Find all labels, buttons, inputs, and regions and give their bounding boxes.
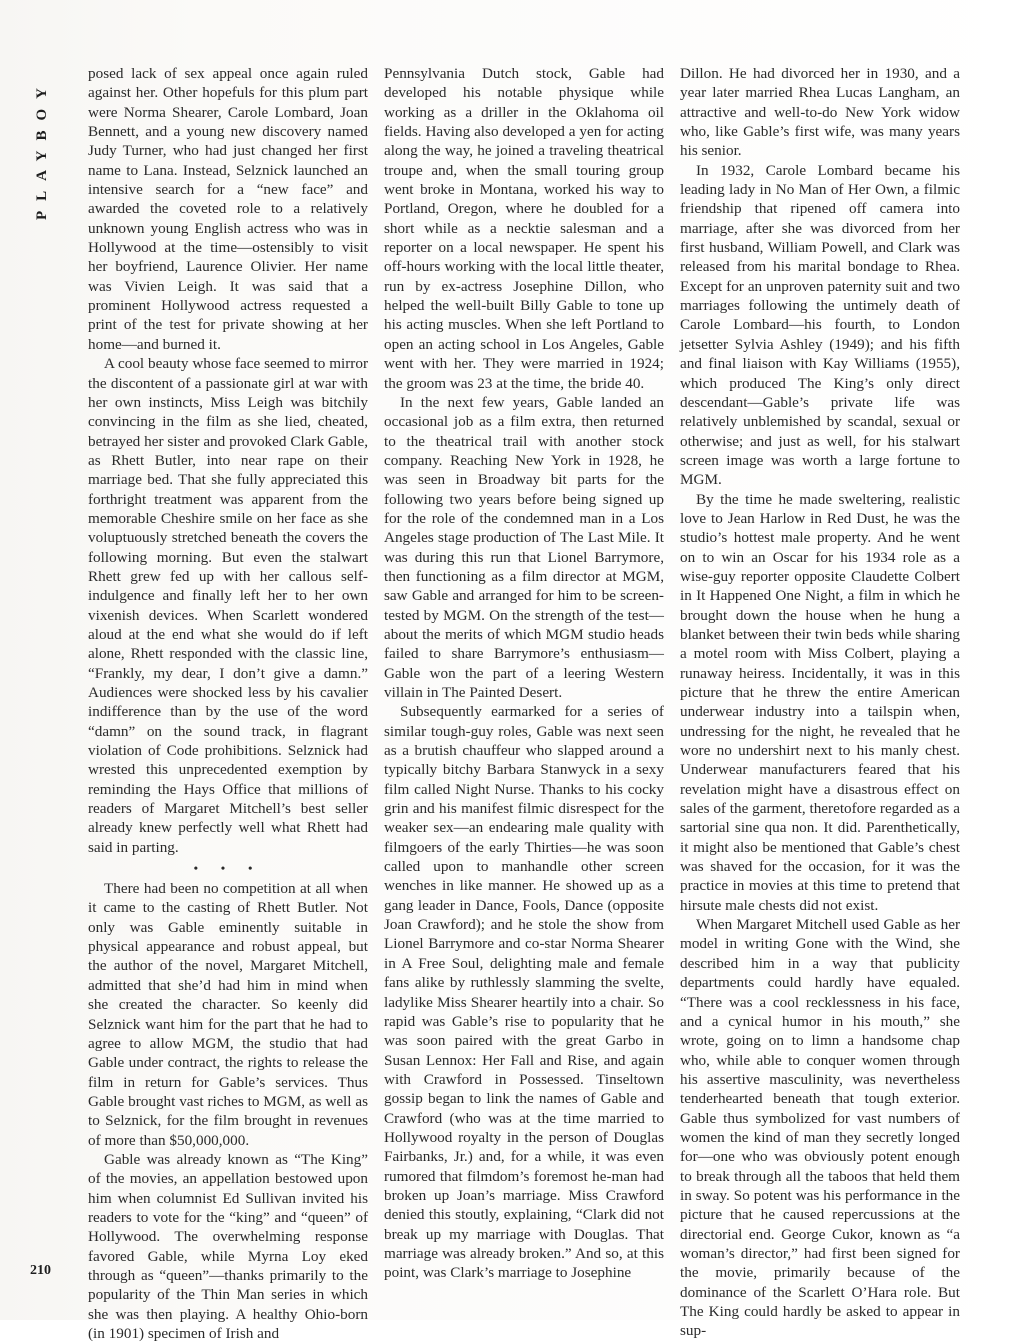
page-number: 210: [30, 1263, 51, 1278]
paragraph: There had been no competition at all when it came to the casting of Rhett Butler. Not only was Gable eminently suitable in physical appearance and robust appeal, but the author of the novel, Margaret Mitchell, admitted that she’d had him in mind when she created the character. So keenly did Selznick want him for the part that he had to agree to allow MGM, the studio that had Gable under contract, the rights to release the film in return for Gable’s services. Thus Gable brought vast riches to MGM, as well as to Selznick, for the film brought in revenues of more than $50,000,000.: [88, 880, 368, 1149]
text-column-2: [384, 64, 664, 1283]
paragraph: Dillon. He had divorced her in 1930, and a year later married Rhea Lucas Langham, an attractive and well-to-do New York widow who, like Gable’s first wife, was many years his senior.: [680, 65, 960, 160]
paragraph: Gable was already known as “The King” of the movies, an appellation bestowed upon him when columnist Ed Sullivan invited his readers to vote for the “king” and “queen” of Hollywood. The overwhelming response favored Gable, while Myrna Loy eked through as “queen”—thanks primarily to the popularity of the Thin Man series in which she was then playing. A healthy Ohio-born (in 1901) specimen of Irish and: [88, 1150, 368, 1342]
masthead-title: PLAYBOY: [34, 78, 50, 220]
paragraph: A cool beauty whose face seemed to mirror the discontent of a passionate girl at war with her own instincts, Miss Leigh was bitchily convincing in the film as she lied, cheated, betrayed her sister and provoked Clark Gable, as Rhett Butler, into near rape on their marriage bed. That she fully appreciated this forthright treatment was apparent from the memorable Cheshire smile on her face as she voluptuously stretched beneath the covers the following morning. But even the stalwart Rhett grew fed up with her callous self-indulgence and finally left her to her own vixenish devices. When Scarlett wondered aloud at the end what she would do if left alone, Rhett responded with the classic line, “Frankly, my dear, I don’t give a damn.” Audiences were shocked less by his cavalier indifference than by the use of the word “damn” on the sound track, in flagrant violation of Code prohibitions. Selznick had wrested this unprecedented exemption by reminding the Hays Office that millions of readers of Margaret Mitchell’s best seller already knew perfectly well what Rhett had said in parting.: [88, 355, 368, 856]
paragraph: In 1932, Carole Lombard became his leading lady in No Man of Her Own, a filmic friendship that ripened off camera into marriage, after she was divorced from her first husband, William Powell, and Clark was released from his marital bondage to Rhea. Except for an unproven paternity suit and two marriages following the untimely death of Carole Lombard—his fourth, to London jetsetter Sylvia Ashley (1949); and his fifth and final liaison with Kay Williams (1955), which produced The King’s only direct descendant—Gable’s private life was relatively unblemished by scandal, sexual or otherwise; and just as well, for his stalwart screen image was worth a large fortune to MGM.: [680, 161, 960, 489]
paragraph: Pennsylvania Dutch stock, Gable had developed his notable physique while working as a driller in the Oklahoma oil fields. Having also developed a yen for acting along the way, he joined a traveling theatrical troupe and, when the small touring group went broke in Montana, worked his way to Portland, Oregon, where he doubled for a short while as a necktie salesman and a reporter on a local newspaper. He spent his off-hours working with the local little theater, run by ex-actress Josephine Dillon, who helped the well-built Billy Gable to tone up his acting muscles. When she left Portland to open an acting school in Los Angeles, Gable went with her. They were married in 1924; the groom was 23 at the time, the bride 40.: [384, 65, 664, 392]
text-column-3: [680, 64, 960, 1341]
text-column-1: [88, 64, 368, 1343]
section-separator: • • •: [193, 861, 263, 876]
masthead: [28, 70, 68, 230]
paragraph: In the next few years, Gable landed an occasional job as a film extra, then returned to the theatrical trail with another stock company. Reaching New York in 1928, he was seen in Broadway bit parts for the following two years before being signed up for the role of the condemned man in a Los Angeles stage production of The Last Mile. It was during this run that Lionel Barrymore, then functioning as a film director at MGM, saw Gable and arranged for him to be screen-tested by MGM. On the strength of the test—about the merits of which MGM studio heads failed to share Barrymore’s enthusiasm—Gable won the part of a leering Western villain in The Painted Desert.: [384, 393, 664, 701]
paragraph: When Margaret Mitchell used Gable as her model in writing Gone with the Wind, she described him in a way that publicity departments could hardly have equaled. “There was a cool recklessness in his face, and a cynical humor in his mouth,” she wrote, going on to limn a handsome chap who, while able to conquer women through his assertive masculinity, was nevertheless tenderhearted beneath that tough exterior. Gable thus symbolized for vast numbers of women the kind of man they secretly longed for—one who was obviously potent enough to break through all the taboos that held them in sway. So potent was his performance in the picture that he caused repercussions at the directorial end. George Cukor, known as “a woman’s director,” had first been signed for the movie, primarily because of the dominance of the Scarlett O’Hara role. But The King could hardly be asked to appear in sup-: [680, 916, 960, 1340]
paragraph: posed lack of sex appeal once again ruled against her. Other hopefuls for this plum part were Norma Shearer, Carole Lombard, Joan Bennett, and a young new discovery named Judy Turner, who had just changed her first name to Lana. Instead, Selznick launched an intensive search for a “new face” and awarded the coveted role to a relatively unknown young English actress who was in Hollywood at the time—ostensibly to visit her boyfriend, Laurence Olivier. Her name was Vivien Leigh. It was said that a prominent Hollywood actress requested a print of the test for private showing at her home—and burned it.: [88, 65, 368, 353]
paragraph: Subsequently earmarked for a series of similar tough-guy roles, Gable was next seen as a brutish chauffeur who slapped around a typically bitchy Barbara Stanwyck in a sexy film called Night Nurse. Thanks to his cocky grin and his manifest filmic disrespect for the weaker sex—an endearing male quality with filmgoers of the early Thirties—he was soon called upon to manhandle other screen wenches in like manner. He showed up as a gang leader in Dance, Fools, Dance (opposite Joan Crawford); and he stole the show from Lionel Barrymore and co-star Norma Shearer in A Free Soul, delighting male and female fans alike by ruthlessly slamming the svelte, ladylike Miss Shearer heartily into a chair. So rapid was Gable’s rise to popularity that he was soon paired with the great Garbo in Susan Lennox: Her Fall and Rise, and again with Crawford in Possessed. Tinseltown gossip began to link the names of Gable and Crawford (who was at the time married to Hollywood royalty in the person of Douglas Fairbanks, Jr.) and, for a while, it was even rumored that filmdom’s foremost he-man had broken up Joan’s marriage. Miss Crawford denied this stoutly, explaining, “Clark did not break up my marriage with Douglas. That marriage was already broken.” And so, at this point, was Clark’s marriage to Josephine: [384, 703, 664, 1282]
paragraph: By the time he made sweltering, realistic love to Jean Harlow in Red Dust, he was the studio’s hottest male property. And he went on to win an Oscar for his 1934 role as a wise-guy reporter opposite Claudette Colbert in It Happened One Night, a film in which he brought down the house when he hung a blanket between their twin beds while sharing a motel room with Miss Colbert, playing a runaway heiress. Incidentally, it was in this picture that he threw the entire American underwear industry into a tailspin when, undressing for the night, he revealed that he wore no undershirt next to his manly chest. Underwear manufacturers feared that his revelation might have a disastrous effect on sales of the garment, theretofore regarded as a sartorial sine qua non. It did. Parenthetically, it might also be mentioned that Gable’s chest was shaved for the occasion, for it was the practice in movies at this time to pretend that hirsute male chests did not exist.: [680, 490, 960, 914]
